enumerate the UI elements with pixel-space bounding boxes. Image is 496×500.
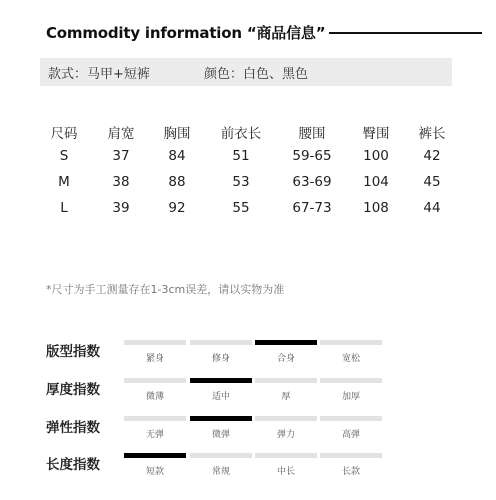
header-front-length: 前衣长 — [220, 126, 262, 142]
cell-waist: 59-65 — [292, 148, 332, 164]
scale-option-label: 修身 — [211, 354, 230, 364]
scale-row — [0, 416, 496, 448]
cell-shoulder: 37 — [112, 148, 130, 164]
cell-hip: 104 — [363, 174, 389, 190]
cell-size: S — [59, 148, 69, 164]
scale-label: 版型指数 — [46, 344, 100, 360]
scale-row — [0, 340, 496, 372]
scale-bar-selected — [124, 453, 186, 458]
scale-option-label: 长款 — [341, 467, 360, 477]
scale-option-label: 常规 — [211, 467, 230, 477]
scale-bar — [124, 378, 186, 383]
scale-bar — [320, 453, 382, 458]
cell-front-length: 53 — [232, 174, 250, 190]
scale-option-label: 弹力 — [276, 430, 295, 440]
scale-label: 弹性指数 — [46, 420, 100, 436]
scale-option-label: 合身 — [276, 354, 295, 364]
cell-pants-length: 44 — [423, 200, 441, 216]
scale-bar — [124, 340, 186, 345]
cell-front-length: 55 — [232, 200, 250, 216]
style-info: 款式：马甲+短裤 — [48, 67, 150, 82]
cell-waist: 67-73 — [292, 200, 332, 216]
scale-bar — [190, 453, 252, 458]
scale-option-label: 适中 — [211, 392, 230, 402]
scale-bar-selected — [255, 340, 317, 345]
scale-option-label: 加厚 — [341, 392, 360, 402]
scale-bar-selected — [190, 378, 252, 383]
cell-waist: 63-69 — [292, 174, 332, 190]
cell-size: M — [58, 174, 70, 190]
size-table — [0, 0, 496, 240]
header-size: 尺码 — [50, 126, 78, 142]
cell-hip: 100 — [363, 148, 389, 164]
scale-bar-selected — [190, 416, 252, 421]
cell-chest: 88 — [168, 174, 186, 190]
scale-bar — [320, 340, 382, 345]
scale-option-label: 厚 — [281, 392, 291, 402]
header-pants-length: 裤长 — [418, 126, 446, 142]
scale-bar — [255, 453, 317, 458]
header-shoulder: 肩宽 — [107, 126, 135, 142]
cell-chest: 84 — [168, 148, 186, 164]
scale-label: 长度指数 — [46, 457, 100, 473]
scale-row — [0, 453, 496, 485]
scale-bar — [320, 416, 382, 421]
cell-chest: 92 — [168, 200, 186, 216]
color-info: 颜色：白色、黑色 — [204, 67, 309, 82]
scale-bar — [255, 378, 317, 383]
scale-option-label: 中长 — [276, 467, 295, 477]
scale-option-label: 宽松 — [341, 354, 360, 364]
scale-option-label: 无弹 — [145, 430, 164, 440]
cell-shoulder: 38 — [112, 174, 130, 190]
cell-pants-length: 45 — [423, 174, 441, 190]
page-title: Commodity information “商品信息” — [46, 23, 326, 42]
scale-label: 厚度指数 — [46, 382, 100, 398]
scale-option-label: 紧身 — [145, 354, 164, 364]
scale-bar — [320, 378, 382, 383]
scale-option-label: 短款 — [145, 467, 164, 477]
scale-option-label: 微薄 — [145, 392, 164, 402]
cell-hip: 108 — [363, 200, 389, 216]
scale-row — [0, 378, 496, 410]
cell-pants-length: 42 — [423, 148, 441, 164]
header-waist: 腰围 — [298, 126, 326, 142]
scale-option-label: 高弹 — [341, 430, 360, 440]
header-hip: 臀围 — [362, 126, 390, 142]
cell-size: L — [60, 200, 68, 216]
cell-front-length: 51 — [232, 148, 250, 164]
measurement-note: *尺寸为手工测量存在1-3cm误差，请以实物为准 — [46, 283, 285, 296]
scale-bar — [190, 340, 252, 345]
scale-option-label: 微弹 — [211, 430, 230, 440]
cell-shoulder: 39 — [112, 200, 130, 216]
scale-bar — [255, 416, 317, 421]
header-chest: 胸围 — [163, 126, 191, 142]
scale-bar — [124, 416, 186, 421]
